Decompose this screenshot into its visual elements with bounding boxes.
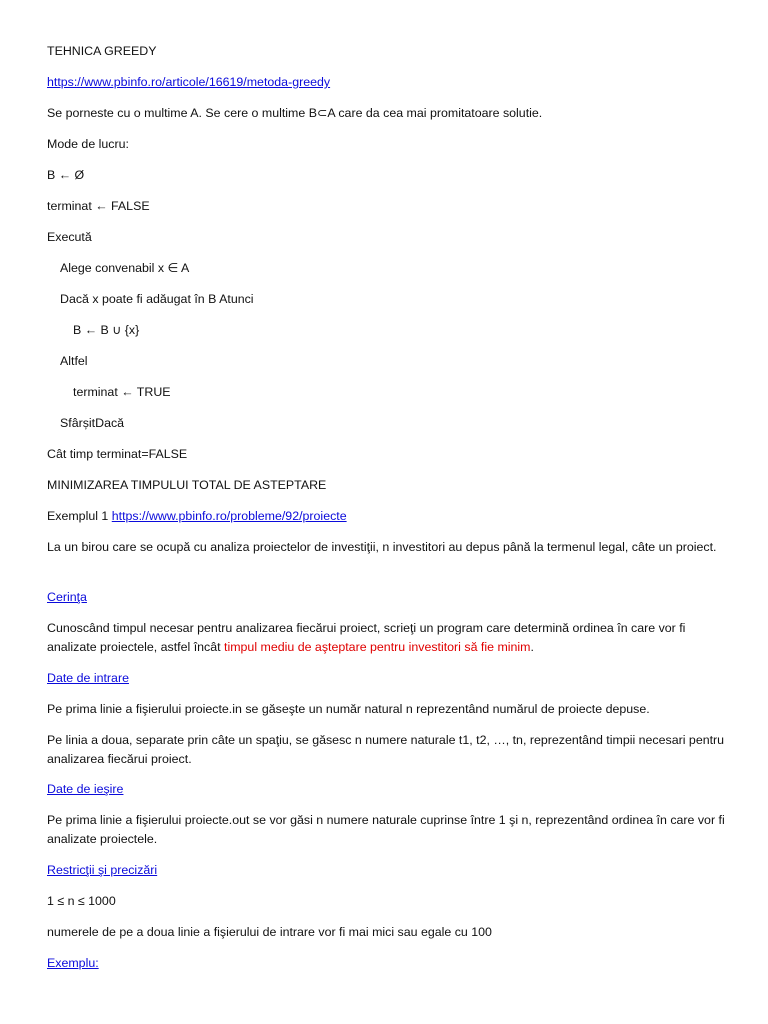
algo-line-5: Dacă x poate fi adăugat în B Atunci <box>60 292 254 306</box>
example1-link[interactable]: https://www.pbinfo.ro/probleme/92/proiecte <box>111 509 347 523</box>
restrictions-link[interactable]: Restricţii şi precizări <box>47 863 158 877</box>
algo-line-9: SfârșitDacă <box>60 416 125 430</box>
output-data-link[interactable]: Date de ieşire <box>47 782 124 796</box>
cerinta-paragraph <box>47 619 727 657</box>
cerinta-highlight: timpul mediu de aşteptare pentru investitori să fie minim <box>224 640 531 654</box>
page-title: TEHNICA GREEDY <box>47 44 157 58</box>
algo-line-8: terminat ← TRUE <box>73 385 171 399</box>
problem-intro: La un birou care se ocupă cu analiza proiectelor de investiţii, n investitori au depus până la termenul legal, câte un proiect. <box>47 540 717 554</box>
example-link[interactable]: Exemplu: <box>47 956 99 970</box>
cerinta-text: Cunoscând timpul necesar pentru analizarea fiecărui proiect, scrieţi un program care determină ordinea în care vor fi analizate proiectele, astfel încât <box>47 621 686 654</box>
algo-line-3: Execută <box>47 230 92 244</box>
input-paragraph-1: Pe prima linie a fişierului proiecte.in se găseşte un număr natural n reprezentând numărul de proiecte depuse. <box>47 702 650 716</box>
section-title: MINIMIZAREA TIMPULUI TOTAL DE ASTEPTARE <box>47 478 327 492</box>
greedy-article-link[interactable]: https://www.pbinfo.ro/articole/16619/metoda-greedy <box>47 75 331 89</box>
cerinta-end: . <box>530 640 534 654</box>
algo-line-6: B ← B ∪ {x} <box>73 323 140 337</box>
intro-paragraph: Se porneste cu o multime A. Se cere o multime B⊂A care da cea mai promitatoare solutie. <box>47 106 543 120</box>
example1-prefix: Exemplul 1 <box>47 509 112 523</box>
algo-line-2: terminat ← FALSE <box>47 199 150 213</box>
mode-label: Mode de lucru: <box>47 137 129 151</box>
cerinta-link[interactable]: Cerinţa <box>47 590 87 604</box>
output-paragraph: Pe prima linie a fişierului proiecte.out se vor găsi n numere naturale cuprinse între 1 şi n, reprezentând ordinea în care vor fi analizate proiectele. <box>47 813 725 846</box>
example1-line <box>47 507 347 526</box>
algo-line-7: Altfel <box>60 354 88 368</box>
algo-line-4: Alege convenabil x ∈ A <box>60 261 190 275</box>
input-paragraph-2: Pe linia a doua, separate prin câte un spaţiu, se găsesc n numere naturale t1, t2, …, tn, reprezentând timpii necesari pentru analizarea fiecărui proiect. <box>47 733 725 766</box>
algo-line-1: B ← Ø <box>47 168 85 182</box>
input-data-link[interactable]: Date de intrare <box>47 671 129 685</box>
restriction-1: 1 ≤ n ≤ 1000 <box>47 894 116 908</box>
restriction-2: numerele de pe a doua linie a fişierului de intrare vor fi mai mici sau egale cu 100 <box>47 925 492 939</box>
algo-line-10: Cât timp terminat=FALSE <box>47 447 188 461</box>
